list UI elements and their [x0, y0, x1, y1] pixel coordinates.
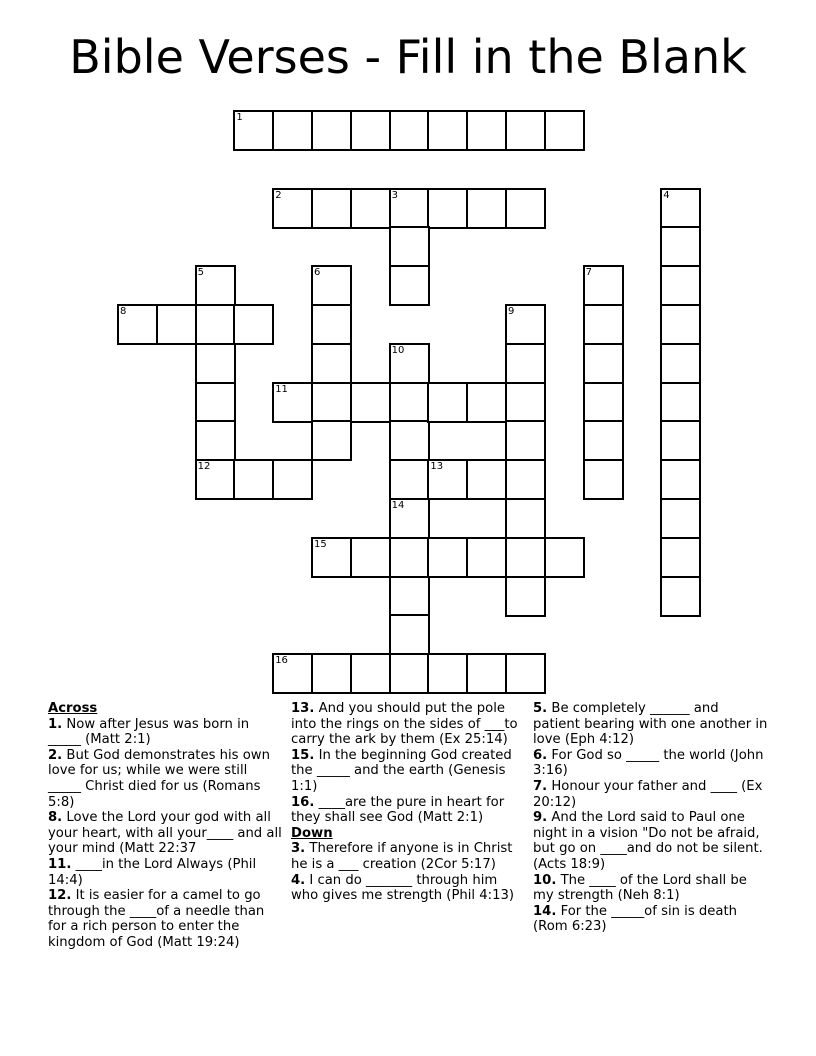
grid-cell[interactable] — [195, 382, 236, 423]
grid-cell[interactable] — [505, 653, 546, 694]
grid-cell[interactable] — [311, 265, 352, 306]
grid-cell[interactable] — [660, 188, 701, 229]
cell-number: 9 — [508, 306, 515, 317]
grid-cell[interactable] — [583, 420, 624, 461]
grid-cell[interactable] — [505, 110, 546, 151]
clue-text: For God so _____ the world (John 3:16) — [533, 747, 764, 779]
grid-cell[interactable] — [272, 188, 313, 229]
grid-cell[interactable] — [311, 304, 352, 345]
grid-cell[interactable] — [466, 382, 507, 423]
grid-cell[interactable] — [350, 382, 391, 423]
grid-cell[interactable] — [427, 110, 468, 151]
grid-cell[interactable] — [660, 576, 701, 617]
clue-number: 1. — [48, 716, 63, 732]
grid-cell[interactable] — [583, 265, 624, 306]
cell-number: 15 — [314, 538, 327, 550]
clue-number: 6. — [533, 747, 548, 763]
clue-number: 12. — [48, 888, 72, 904]
cell-number: 13 — [430, 461, 444, 473]
cell-number: 11 — [275, 383, 288, 395]
grid-cell[interactable] — [195, 304, 236, 345]
grid-cell[interactable] — [466, 188, 507, 229]
grid-cell[interactable] — [311, 110, 352, 151]
clue-down-3 — [291, 841, 527, 872]
clue-text: It is easier for a camel to go through the ____of a needle than for a rich person to enter the kingdom of God (Matt 19:24) — [48, 888, 265, 950]
grid-cell[interactable] — [195, 343, 236, 384]
clue-down-5 — [533, 701, 769, 748]
down-heading: Down — [291, 825, 333, 841]
grid-cell[interactable] — [660, 498, 701, 539]
grid-cell[interactable] — [660, 304, 701, 345]
clue-text: ____are the pure in heart for they shall see God (Matt 2:1) — [291, 794, 505, 826]
grid-cell[interactable] — [350, 110, 391, 151]
grid-cell[interactable] — [505, 188, 546, 229]
cell-number: 8 — [120, 306, 127, 317]
grid-cell[interactable] — [505, 382, 546, 423]
grid-cell[interactable] — [389, 459, 430, 500]
clue-number: 8. — [48, 810, 63, 826]
grid-cell[interactable] — [389, 537, 430, 578]
grid-cell[interactable] — [660, 420, 701, 461]
grid-cell[interactable] — [427, 382, 468, 423]
clue-text: And the Lord said to Paul one night in a vision "Do not be afraid, but go on ____and do not be silent. (Acts 18:9) — [533, 810, 763, 872]
grid-cell[interactable] — [389, 576, 430, 617]
clue-text: But God demonstrates his own love for us; while we were still _____ Christ died for us (Romans 5:8) — [48, 747, 270, 810]
clue-down-4 — [291, 873, 527, 904]
clue-text: Be completely ______ and patient bearing with one another in love (Eph 4:12) — [533, 701, 768, 748]
page-title: Bible Verses - Fill in the Blank — [69, 30, 747, 84]
cell-number: 12 — [197, 461, 211, 473]
clue-number: 7. — [533, 778, 548, 794]
grid-cell[interactable] — [233, 110, 274, 151]
grid-cell[interactable] — [156, 304, 197, 345]
grid-cell[interactable] — [311, 537, 352, 578]
cell-number: 14 — [391, 500, 405, 511]
clues-column-3 — [533, 701, 769, 935]
grid-cell[interactable] — [583, 343, 624, 384]
clue-text: Love the Lord your god with all your heart, with all your____ and all your mind (Matt 22:37 — [48, 810, 282, 857]
clue-text: I can do _______ through him who gives me strength (Phil 4:13) — [291, 872, 515, 904]
grid-cell[interactable] — [272, 653, 313, 694]
grid-cell[interactable] — [272, 382, 313, 423]
clue-across-2 — [48, 748, 284, 810]
grid-cell[interactable] — [505, 304, 546, 345]
grid-cell[interactable] — [195, 420, 236, 461]
clue-text: Therefore if anyone is in Christ he is a ___ creation (2Cor 5:17) — [291, 841, 513, 872]
grid-cell[interactable] — [660, 459, 701, 500]
grid-cell[interactable] — [660, 382, 701, 423]
clue-number: 10. — [533, 872, 557, 888]
grid-cell[interactable] — [583, 304, 624, 345]
clue-text: In the beginning God created the _____ and the earth (Genesis 1:1) — [291, 747, 512, 794]
grid-cell[interactable] — [389, 420, 430, 461]
grid-cell[interactable] — [583, 459, 624, 500]
grid-cell[interactable] — [660, 343, 701, 384]
cell-number: 2 — [275, 189, 282, 201]
clues-column-1 — [48, 701, 284, 951]
grid-cell[interactable] — [389, 498, 430, 539]
clue-across-12 — [48, 888, 284, 950]
clue-text: For the _____of sin is death (Rom 6:23) — [533, 903, 737, 935]
clue-number: 11. — [48, 856, 72, 872]
clue-across-15 — [291, 748, 527, 795]
clue-text: ____in the Lord Always (Phil 14:4) — [48, 856, 257, 888]
grid-cell[interactable] — [389, 382, 430, 423]
grid-cell[interactable] — [505, 576, 546, 617]
clue-across-1 — [48, 717, 284, 748]
grid-cell[interactable] — [466, 537, 507, 578]
grid-cell[interactable] — [427, 188, 468, 229]
clue-number: 9. — [533, 810, 548, 826]
grid-cell[interactable] — [233, 304, 274, 345]
grid-cell[interactable] — [466, 459, 507, 500]
cell-number: 3 — [391, 189, 398, 201]
grid-cell[interactable] — [466, 653, 507, 694]
clue-down-9 — [533, 810, 769, 872]
clue-number: 16. — [291, 794, 315, 810]
clue-across-8 — [48, 810, 284, 857]
grid-cell[interactable] — [389, 110, 430, 151]
grid-cell[interactable] — [505, 343, 546, 384]
grid-cell[interactable] — [389, 226, 430, 267]
clue-down-10 — [533, 873, 769, 904]
across-heading: Across — [48, 701, 98, 716]
grid-cell[interactable] — [311, 420, 352, 461]
cell-number: 10 — [391, 344, 405, 356]
cell-number: 7 — [585, 267, 592, 279]
clue-down-7 — [533, 779, 769, 810]
grid-cell[interactable] — [583, 382, 624, 423]
grid-cell[interactable] — [505, 498, 546, 539]
grid-cell[interactable] — [350, 537, 391, 578]
grid-cell[interactable] — [505, 420, 546, 461]
grid-cell[interactable] — [272, 459, 313, 500]
cell-number: 1 — [236, 112, 243, 123]
grid-cell[interactable] — [427, 537, 468, 578]
grid-cell[interactable] — [389, 614, 430, 655]
cell-number: 6 — [314, 267, 321, 279]
grid-cell[interactable] — [272, 110, 313, 151]
grid-cell[interactable] — [389, 188, 430, 229]
clue-number: 4. — [291, 872, 306, 888]
grid-cell[interactable] — [427, 459, 468, 500]
grid-cell[interactable] — [427, 653, 468, 694]
grid-cell[interactable] — [350, 653, 391, 694]
clue-number: 15. — [291, 747, 315, 763]
cell-number: 16 — [275, 655, 288, 667]
clue-number: 5. — [533, 701, 548, 716]
grid-cell[interactable] — [660, 537, 701, 578]
clue-across-16 — [291, 795, 527, 826]
grid-cell[interactable] — [505, 537, 546, 578]
grid-cell[interactable] — [505, 459, 546, 500]
grid-cell[interactable] — [311, 382, 352, 423]
grid-cell[interactable] — [350, 188, 391, 229]
grid-cell[interactable] — [660, 226, 701, 267]
cell-number: 4 — [663, 189, 670, 201]
clue-across-11 — [48, 857, 284, 888]
grid-cell[interactable] — [311, 653, 352, 694]
grid-cell[interactable] — [660, 265, 701, 306]
clue-down-6 — [533, 748, 769, 779]
clue-number: 3. — [291, 841, 306, 857]
grid-cell[interactable] — [233, 459, 274, 500]
clue-text: Honour your father and ____ (Ex 20:12) — [533, 778, 763, 810]
clue-text: The ____ of the Lord shall be my strength (Neh 8:1) — [533, 872, 747, 904]
clue-number: 13. — [291, 701, 315, 716]
grid-cell[interactable] — [195, 265, 236, 306]
grid-cell[interactable] — [544, 537, 585, 578]
clue-across-13 — [291, 701, 527, 748]
grid-cell[interactable] — [195, 459, 236, 500]
grid-cell[interactable] — [389, 343, 430, 384]
grid-cell[interactable] — [466, 110, 507, 151]
grid-cell[interactable] — [311, 188, 352, 229]
clue-down-14 — [533, 904, 769, 935]
grid-cell[interactable] — [117, 304, 158, 345]
clue-text: And you should put the pole into the rings on the sides of ___to carry the ark by them (Ex 25:14) — [291, 701, 518, 748]
grid-cell[interactable] — [389, 265, 430, 306]
grid-cell[interactable] — [544, 110, 585, 151]
grid-cell[interactable] — [389, 653, 430, 694]
cell-number: 5 — [197, 267, 204, 279]
clue-number: 2. — [48, 747, 63, 763]
clue-text: Now after Jesus was born in _____ (Matt 2:1) — [48, 716, 250, 748]
grid-cell[interactable] — [311, 343, 352, 384]
clues-column-2 — [291, 701, 527, 904]
clue-number: 14. — [533, 903, 557, 919]
